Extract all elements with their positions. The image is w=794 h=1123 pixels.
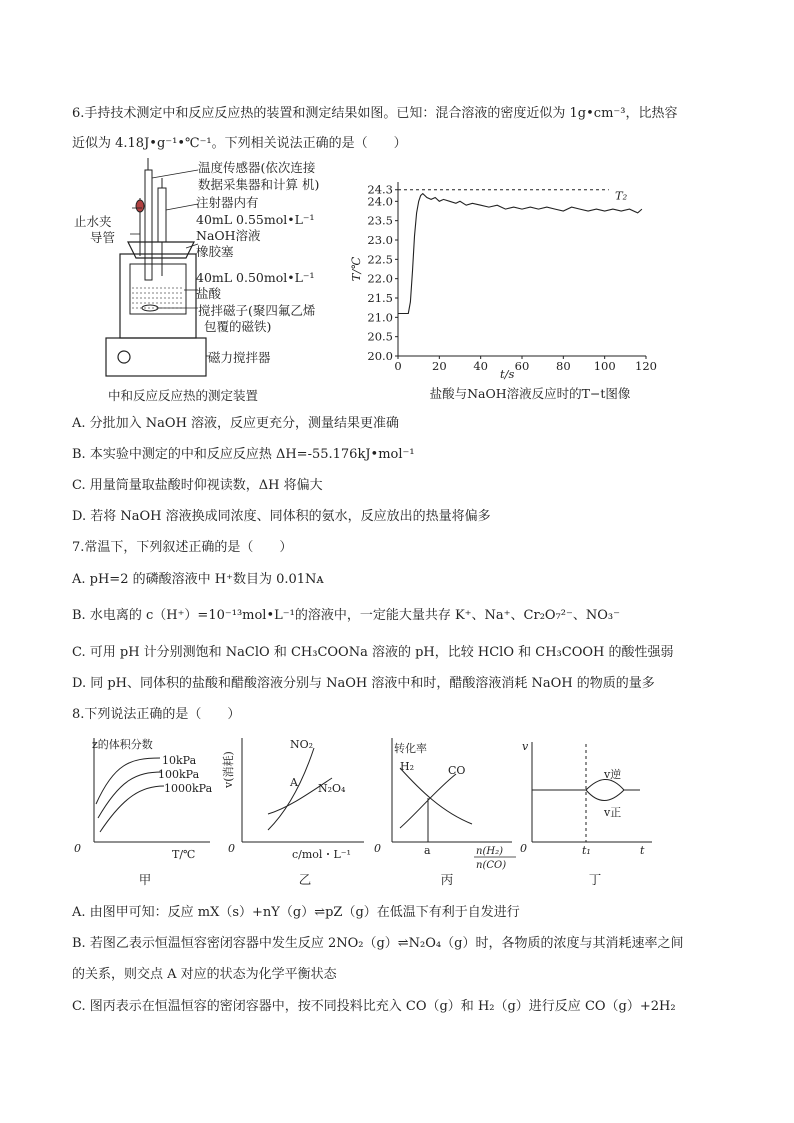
q8-option-b-cont: 的关系，则交点 A 对应的状态为化学平衡状态: [72, 967, 337, 982]
label-stop-clamp: 止水夹: [74, 214, 112, 229]
jia-p3: 1000kPa: [164, 782, 213, 795]
y-tick-label: 22.5: [367, 252, 393, 267]
y-tick-label: 22.0: [367, 271, 393, 286]
temperature-time-chart: [350, 174, 660, 384]
bing-s2: CO: [448, 764, 466, 777]
q8-option-a: A. 由图甲可知：反应 mX（s）+nY（g）⇌pZ（g）在低温下有利于自发进行: [72, 905, 520, 920]
jia-origin: 0: [74, 842, 81, 855]
temperature-series: [398, 194, 642, 314]
q8-stem: 8.下列说法正确的是（ ）: [72, 707, 241, 722]
y-tick-label: 24.3: [367, 182, 393, 197]
jia-ylabel: z的体积分数: [92, 738, 153, 751]
clamp: [136, 200, 144, 212]
y-tick-label: 23.5: [367, 213, 393, 228]
curve-vni: [586, 779, 624, 790]
bing-xden: n(CO): [476, 860, 507, 871]
jia-p2: 100kPa: [158, 768, 200, 781]
chart-caption: 盐酸与NaOH溶液反应时的T−t图像: [429, 386, 631, 401]
label-naoh1: 40mL 0.55mol•L⁻¹: [196, 212, 315, 227]
label-stir2: 包覆的磁铁): [204, 319, 272, 334]
bing-s1: H₂: [400, 760, 415, 773]
bing-xnum: n(H₂): [476, 846, 503, 857]
ding-xlabel: t: [640, 844, 645, 857]
syringe: [158, 188, 166, 242]
label-stopper: 橡胶塞: [196, 244, 234, 259]
yi-origin: 0: [228, 842, 235, 855]
bing-tick-a: a: [424, 844, 431, 857]
curve-vzheng: [586, 790, 624, 801]
y-tick-label: 20.0: [367, 349, 393, 363]
curve-no2: [268, 748, 314, 830]
q6-option-d: D. 若将 NaOH 溶液换成同浓度、同体积的氨水，反应放出的热量将偏多: [72, 509, 491, 524]
y-axis-label: T/℃: [349, 256, 363, 282]
figure-bing: [372, 734, 522, 870]
ding-s1: v逆: [604, 768, 622, 781]
label-hcl1: 40mL 0.50mol•L⁻¹: [196, 270, 315, 285]
apparatus-caption: 中和反应反应热的测定装置: [107, 388, 258, 403]
ding-tick: t₁: [582, 844, 591, 857]
x-tick-label: 0: [394, 359, 402, 373]
outer-vessel: [120, 254, 196, 338]
bing-origin: 0: [374, 842, 381, 855]
q7-option-a: A. pH=2 的磷酸溶液中 H⁺数目为 0.01Nᴀ: [72, 572, 324, 587]
q7-stem: 7.常温下，下列叙述正确的是（ ）: [72, 540, 293, 555]
x-axis-label: t/s: [500, 367, 515, 381]
y-tick-label: 23.0: [367, 233, 393, 247]
curve-1000kpa: [100, 786, 164, 832]
stirrer-base: [106, 338, 206, 376]
yi-s1: NO₂: [290, 738, 314, 751]
q6-stem-line1: 6.手持技术测定中和反应反应热的装置和测定结果如图。已知：混合溶液的密度近似为 1g•cm⁻³，比热容: [72, 106, 678, 121]
y-tick-label: 21.0: [367, 310, 393, 325]
x-tick-label: 40: [473, 359, 488, 373]
jia-p1: 10kPa: [162, 754, 197, 767]
label-sensor1: 温度传感器(依次连接: [198, 160, 316, 175]
label-sensor2: 数据采集器和计算 机): [198, 177, 320, 192]
label-syringe: 注射器内有: [196, 195, 259, 210]
x-tick-label: 20: [432, 359, 447, 373]
q6-option-a: A. 分批加入 NaOH 溶液，反应更充分，测量结果更准确: [72, 416, 400, 431]
ding-caption: 丁: [588, 872, 602, 887]
rubber-stopper: [128, 242, 194, 258]
jia-caption: 甲: [138, 872, 152, 887]
yi-ylabel: v(消耗): [222, 751, 235, 788]
inner-beaker: [130, 264, 186, 314]
label-stir1: 搅拌磁子(聚四氟乙烯: [198, 303, 316, 318]
q7-option-d: D. 同 pH、同体积的盐酸和醋酸溶液分别与 NaOH 溶液中和时，醋酸溶液消耗 NaOH 的物质的量多: [72, 676, 655, 691]
y-tick-label: 20.5: [367, 329, 393, 344]
q8-option-c: C. 图丙表示在恒温恒容的密闭容器中，按不同投料比充入 CO（g）和 H₂（g）进行反应 CO（g）+2H₂: [72, 999, 676, 1014]
liquid: [132, 288, 184, 308]
label-hcl2: 盐酸: [196, 286, 222, 301]
x-tick-label: 120: [635, 359, 657, 373]
bing-ylabel: 转化率: [394, 742, 427, 755]
x-tick-label: 100: [593, 359, 616, 373]
label-stirrer: 磁力搅拌器: [208, 350, 271, 365]
y-tick-label: 24.0: [367, 194, 393, 209]
yi-point-a: A: [290, 776, 298, 789]
yi-s2: N₂O₄: [318, 782, 346, 795]
y-tick-label: 21.5: [367, 291, 393, 305]
label-tube: 导管: [90, 230, 116, 245]
curve-100kpa: [98, 772, 162, 818]
bing-caption: 丙: [440, 872, 454, 887]
ding-origin: 0: [520, 842, 527, 855]
x-tick-label: 80: [556, 359, 571, 373]
q8-option-b: B. 若图乙表示恒温恒容密闭容器中发生反应 2NO₂（g）⇌N₂O₄（g）时，各物质的浓度与其消耗速率之间: [72, 936, 684, 951]
q7-option-b: B. 水电离的 c（H⁺）=10⁻¹³mol•L⁻¹的溶液中，一定能大量共存 K⁺、Na⁺、Cr₂O₇²⁻、NO₃⁻: [72, 608, 620, 623]
reference-label: T₂: [615, 188, 628, 203]
x-tick-label: 60: [514, 359, 530, 373]
q6-option-b: B. 本实验中测定的中和反应反应热 ΔH=-55.176kJ•mol⁻¹: [72, 447, 415, 462]
stirrer-knob: [118, 351, 130, 363]
figure-ding: [518, 734, 668, 864]
label-naoh2: NaOH溶液: [196, 228, 261, 243]
jia-xlabel: T/℃: [172, 848, 196, 861]
figure-yi: [224, 734, 374, 864]
figure-jia: [74, 734, 220, 864]
yi-xlabel: c/mol・L⁻¹: [292, 848, 351, 861]
ding-s2: v正: [604, 806, 622, 819]
yi-caption: 乙: [298, 872, 312, 887]
q6-stem-line2: 近似为 4.18J•g⁻¹•℃⁻¹。下列相关说法正确的是（ ）: [72, 136, 407, 151]
ding-ylabel: v: [522, 740, 529, 753]
q6-option-c: C. 用量筒量取盐酸时仰视读数，ΔH 将偏大: [72, 478, 323, 493]
q7-option-c: C. 可用 pH 计分别测饱和 NaClO 和 CH₃COONa 溶液的 pH，比较 HClO 和 CH₃COOH 的酸性强弱: [72, 645, 674, 660]
